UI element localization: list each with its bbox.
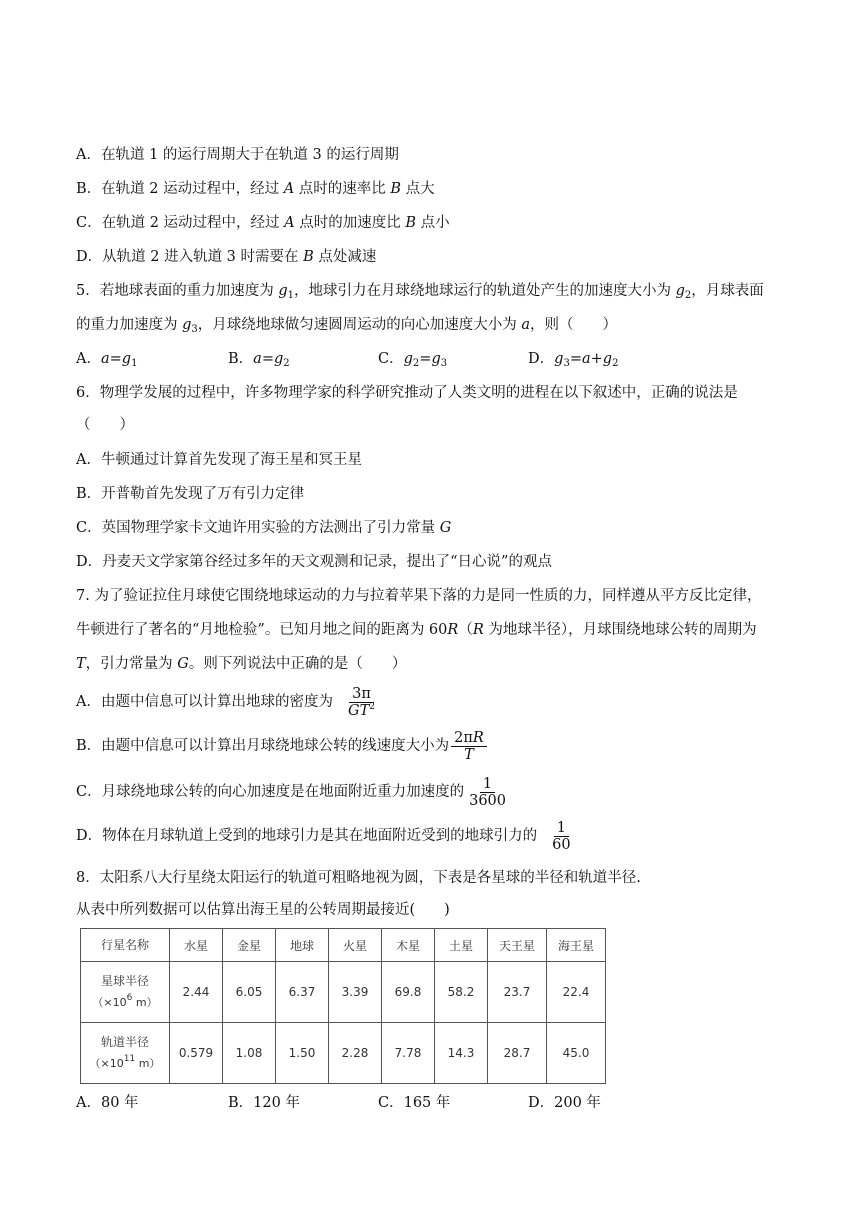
table-cell: 1.50: [276, 1023, 329, 1084]
q6-answer-paren: （ ）: [76, 417, 134, 433]
table-header-cell: 金星: [223, 929, 276, 962]
q8-stem-line1: 8．太阳系八大行星绕太阳运行的轨道可粗略地视为圆，下表是各星球的半径和轨道半径.: [76, 870, 641, 886]
table-header-cell: 水星: [170, 929, 223, 962]
table-header-cell: 海王星: [547, 929, 606, 962]
table-cell: 6.37: [276, 962, 329, 1023]
q6-option-c: C．英国物理学家卡文迪许用实验的方法测出了引力常量 G: [76, 520, 452, 536]
table-cell: 1.08: [223, 1023, 276, 1084]
fraction-b: $\frac{2\pi R}{T}$: [451, 730, 487, 763]
table-cell: 69.8: [382, 962, 435, 1023]
row-label-orbit: 轨道半径 （$\times 10^{11}$ m）: [81, 1023, 170, 1084]
q6-option-b: B．开普勒首先发现了万有引力定律: [76, 486, 305, 502]
q8-option-a: A．80 年: [76, 1095, 139, 1111]
q5-option-d: D．$g_3=a+g_2$: [528, 351, 619, 369]
table-cell: 6.05: [223, 962, 276, 1023]
table-cell: 2.44: [170, 962, 223, 1023]
q7-stem-line2: 牛顿进行了著名的“月地检验”。已知月地之间的距离为 60R（R 为地球半径），月球围绕地球公转的周期为: [76, 622, 757, 638]
q5-option-c: C．$g_2=g_3$: [378, 351, 448, 369]
q7-stem-line1: 7. 为了验证拉住月球使它围绕地球运动的力与拉着苹果下落的力是同一性质的力，同样遵从平方反比定律，: [76, 588, 762, 604]
table-row: [81, 1023, 606, 1084]
table-header-cell: 天王星: [488, 929, 547, 962]
row-label-radius: 星球半径 （$\times 10^6$ m）: [81, 962, 170, 1023]
q6-stem: 6．物理学发展的过程中，许多物理学家的科学研究推动了人类文明的进程在以下叙述中，正确的说法是: [76, 385, 738, 401]
table-cell: 7.78: [382, 1023, 435, 1084]
table-cell: 22.4: [547, 962, 606, 1023]
planet-data-table: [80, 928, 606, 1084]
table-header-row: [81, 929, 606, 962]
q7-option-b: B．由题中信息可以计算出月球绕地球公转的线速度大小为 $\frac{2\pi R}{T}$: [76, 728, 491, 764]
table-header-cell: 土星: [435, 929, 488, 962]
table-cell: 23.7: [488, 962, 547, 1023]
table-cell: 0.579: [170, 1023, 223, 1084]
q4-option-b: B．在轨道 2 运动过程中，经过 A 点时的速率比 B 点大: [76, 181, 435, 197]
table-cell: 45.0: [547, 1023, 606, 1084]
fraction-d: $\frac{1}{60}$: [552, 819, 571, 853]
q5-option-a: A．$a=g_1$: [76, 351, 138, 369]
q5-option-b: B．$a=g_2$: [228, 351, 290, 369]
q8-option-b: B．120 年: [228, 1095, 300, 1111]
q6-option-a: A．牛顿通过计算首先发现了海王星和冥王星: [76, 452, 362, 468]
fraction-c: $\frac{1}{3600}$: [469, 775, 506, 809]
q5-stem-line2: 的重力加速度为 $g_3$，月球绕地球做匀速圆周运动的向心加速度大小为 a，则（ ）: [76, 317, 618, 335]
q4-option-c: C．在轨道 2 运动过程中，经过 A 点时的加速度比 B 点小: [76, 215, 450, 231]
table-cell: 28.7: [488, 1023, 547, 1084]
planet-table-wrapper: [80, 928, 606, 1084]
q6-option-d: D．丹麦天文学家第谷经过多年的天文观测和记录，提出了“日心说”的观点: [76, 554, 552, 570]
table-header-cell: 火星: [329, 929, 382, 962]
q8-option-d: D．200 年: [528, 1095, 601, 1111]
q8-option-c: C．165 年: [378, 1095, 451, 1111]
q4-option-d: D．从轨道 2 进入轨道 3 时需要在 B 点处减速: [76, 249, 377, 265]
table-cell: 2.28: [329, 1023, 382, 1084]
table-cell: 58.2: [435, 962, 488, 1023]
q4-option-a: A．在轨道 1 的运行周期大于在轨道 3 的运行周期: [76, 147, 399, 163]
q7-option-c: C．月球绕地球公转的向心加速度是在地面附近重力加速度的 $\frac{1}{3600}$: [76, 774, 513, 810]
table-header-cell: 木星: [382, 929, 435, 962]
table-row: [81, 962, 606, 1023]
q5-stem-line1: 5．若地球表面的重力加速度为 $g_1$，地球引力在月球绕地球运行的轨道处产生的加速度大小为 $g_2$，月球表面: [76, 283, 764, 301]
table-header-cell: 地球: [276, 929, 329, 962]
q7-stem-line3: T，引力常量为 G。则下列说法中正确的是（ ）: [76, 656, 407, 672]
fraction-a: $\frac{3\pi}{GT^2}$: [347, 685, 375, 719]
header-label: 行星名称: [81, 929, 170, 962]
q7-option-d: D．物体在月球轨道上受到的地球引力是其在地面附近受到的地球引力的 $\frac{1}{60}$: [76, 818, 578, 854]
table-cell: 14.3: [435, 1023, 488, 1084]
q8-stem-line2: 从表中所列数据可以估算出海王星的公转周期最接近( ): [76, 902, 450, 918]
table-cell: 3.39: [329, 962, 382, 1023]
q7-option-a: A．由题中信息可以计算出地球的密度为 $\frac{3\pi}{GT^2}$: [76, 684, 382, 720]
